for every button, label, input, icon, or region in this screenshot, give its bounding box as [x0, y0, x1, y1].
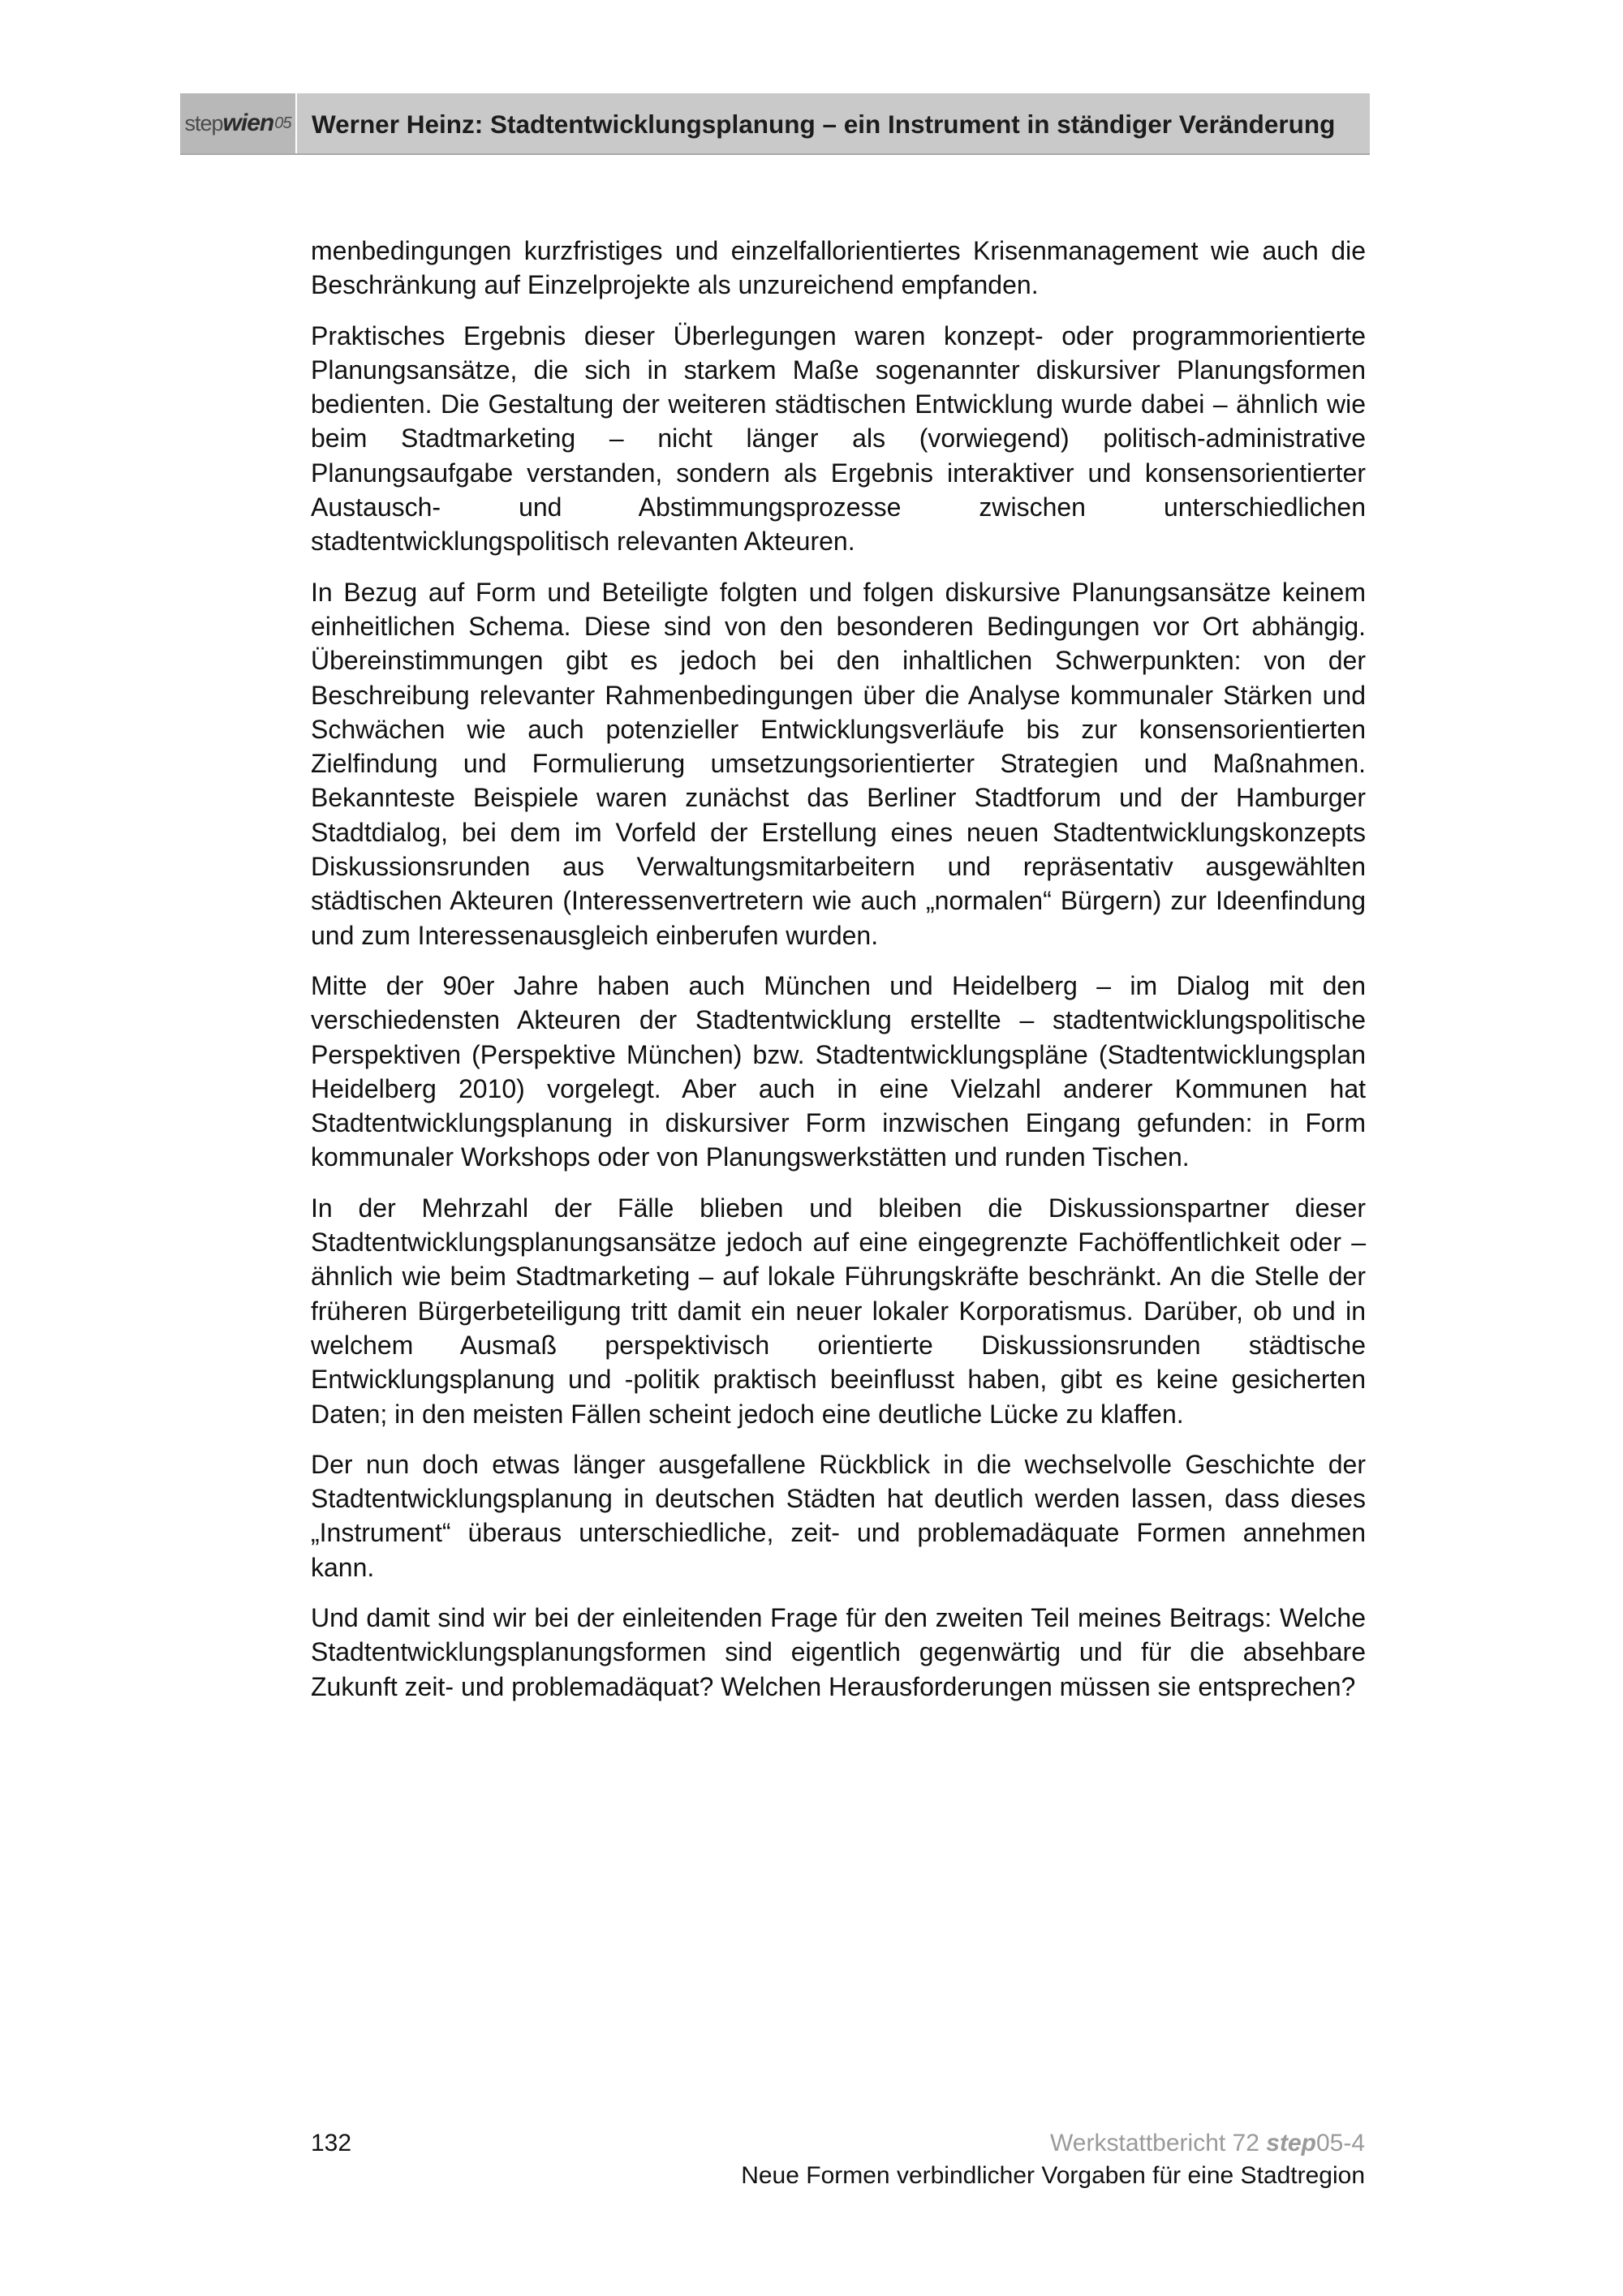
- paragraph: menbedingungen kurzfristiges und einzelfallorientiertes Krisenmanagement wie auch die Beschränkung auf Einzelprojekte als unzureichend empfanden.: [311, 236, 1366, 300]
- logo-year-text: 05: [274, 114, 291, 132]
- page-header: [180, 93, 1370, 155]
- paragraph: Der nun doch etwas länger ausgefallene Rückblick in die wechselvolle Geschichte der Stadtentwicklungsplanung in deutschen Städten hat deutlich werden lassen, dass dieses „Instrument“ überaus unterschiedliche, zeit- und problemadäquate Formen annehmen kann.: [311, 1449, 1366, 1582]
- logo-city-text: wien: [222, 110, 274, 136]
- paragraph: In der Mehrzahl der Fälle blieben und bleiben die Diskussionspartner dieser Stadtentwicklungsplanungsansätze jedoch auf eine eingegrenzte Fachöffentlichkeit oder – ähnlich wie beim Stadtmarketing – auf lokale Führungskräfte beschränkt. An die Stelle der früheren Bürgerbeteiligung tritt damit ein neuer lokaler Korporatismus. Darüber, ob und in welchem Ausmaß perspektivisch orientierte Diskussionsrunden städtische Entwicklungsplanung und -politik praktisch beeinflusst haben, gibt es keine gesicherten Daten; in den meisten Fällen scheint jedoch eine deutliche Lücke zu klaffen.: [311, 1193, 1366, 1429]
- report-suffix: 05-4: [1315, 2130, 1365, 2156]
- report-reference: [741, 2127, 1365, 2160]
- paragraph: In Bezug auf Form und Beteiligte folgten und folgen diskursive Planungsansätze keinem einheitlichen Schema. Diese sind von den besonderen Bedingungen vor Ort abhängig. Übereinstimmungen gibt es jedoch bei den inhaltlichen Schwerpunkten: von der Beschreibung relevanter Rahmenbedingungen über die Analyse kommunaler Stärken und Schwächen wie auch potenzieller Entwicklungsverläufe bis zur konsensorientierten Zielfindung und Formulierung umsetzungsorientierter Strategien und Maßnahmen. Bekannteste Beispiele waren zunächst das Berliner Stadtforum und der Hamburger Stadtdialog, bei dem im Vorfeld der Erstellung eines neuen Stadtentwicklungskonzepts Diskussionsrunden aus Verwaltungsmitarbeitern und repräsentativ ausgewählten städtischen Akteuren (Interessenvertretern wie auch „normalen“ Bürgern) zur Ideenfindung und zum Interessenausgleich einberufen wurden.: [311, 577, 1366, 950]
- paragraph: Praktisches Ergebnis dieser Überlegungen waren konzept- oder programmorientierte Planungsansätze, die sich in starkem Maße sogenannter diskursiver Planungsformen bedienten. Die Gestaltung der weiteren städtischen Entwicklung wurde dabei – ähnlich wie beim Stadtmarketing – nicht länger als (vorwiegend) politisch-administrative Planungsaufgabe verstanden, sondern als Ergebnis interaktiver und konsensorientierter Austausch- und Abstimmungsprozesse zwischen unterschiedlichen stadtentwicklungspolitisch relevanten Akteuren.: [311, 320, 1366, 557]
- paragraph: Und damit sind wir bei der einleitenden Frage für den zweiten Teil meines Beitrags: Welche Stadtentwicklungsplanungsformen sind eigentlich gegenwärtig und für die absehbare Zukunft zeit- und problemadäquat? Welchen Herausforderungen müssen sie entsprechen?: [311, 1602, 1366, 1701]
- report-subtitle: Neue Formen verbindlicher Vorgaben für eine Stadtregion: [741, 2162, 1365, 2189]
- body-text: [311, 234, 1366, 1720]
- logo-step-text: step: [184, 110, 223, 135]
- header-title: Werner Heinz: Stadtentwicklungsplanung – ein Instrument in ständiger Veränderung: [312, 110, 1336, 139]
- page-number: 132: [311, 2130, 352, 2156]
- report-prefix: Werkstattbericht 72: [1050, 2130, 1267, 2156]
- step-wien-logo: [180, 93, 297, 153]
- report-step: step: [1266, 2130, 1316, 2156]
- paragraph: Mitte der 90er Jahre haben auch München und Heidelberg – im Dialog mit den verschiedensten Akteuren der Stadtentwicklung erstellte – stadtentwicklungspolitische Perspektiven (Perspektive München) bzw. Stadtentwicklungspläne (Stadtentwicklungsplan Heidelberg 2010) vorgelegt. Aber auch in eine Vielzahl anderer Kommunen hat Stadtentwicklungsplanung in diskursiver Form inzwischen Eingang gefunden: in Form kommunaler Workshops oder von Planungswerkstätten und runden Tischen.: [311, 970, 1366, 1172]
- page-footer: [741, 2127, 1365, 2192]
